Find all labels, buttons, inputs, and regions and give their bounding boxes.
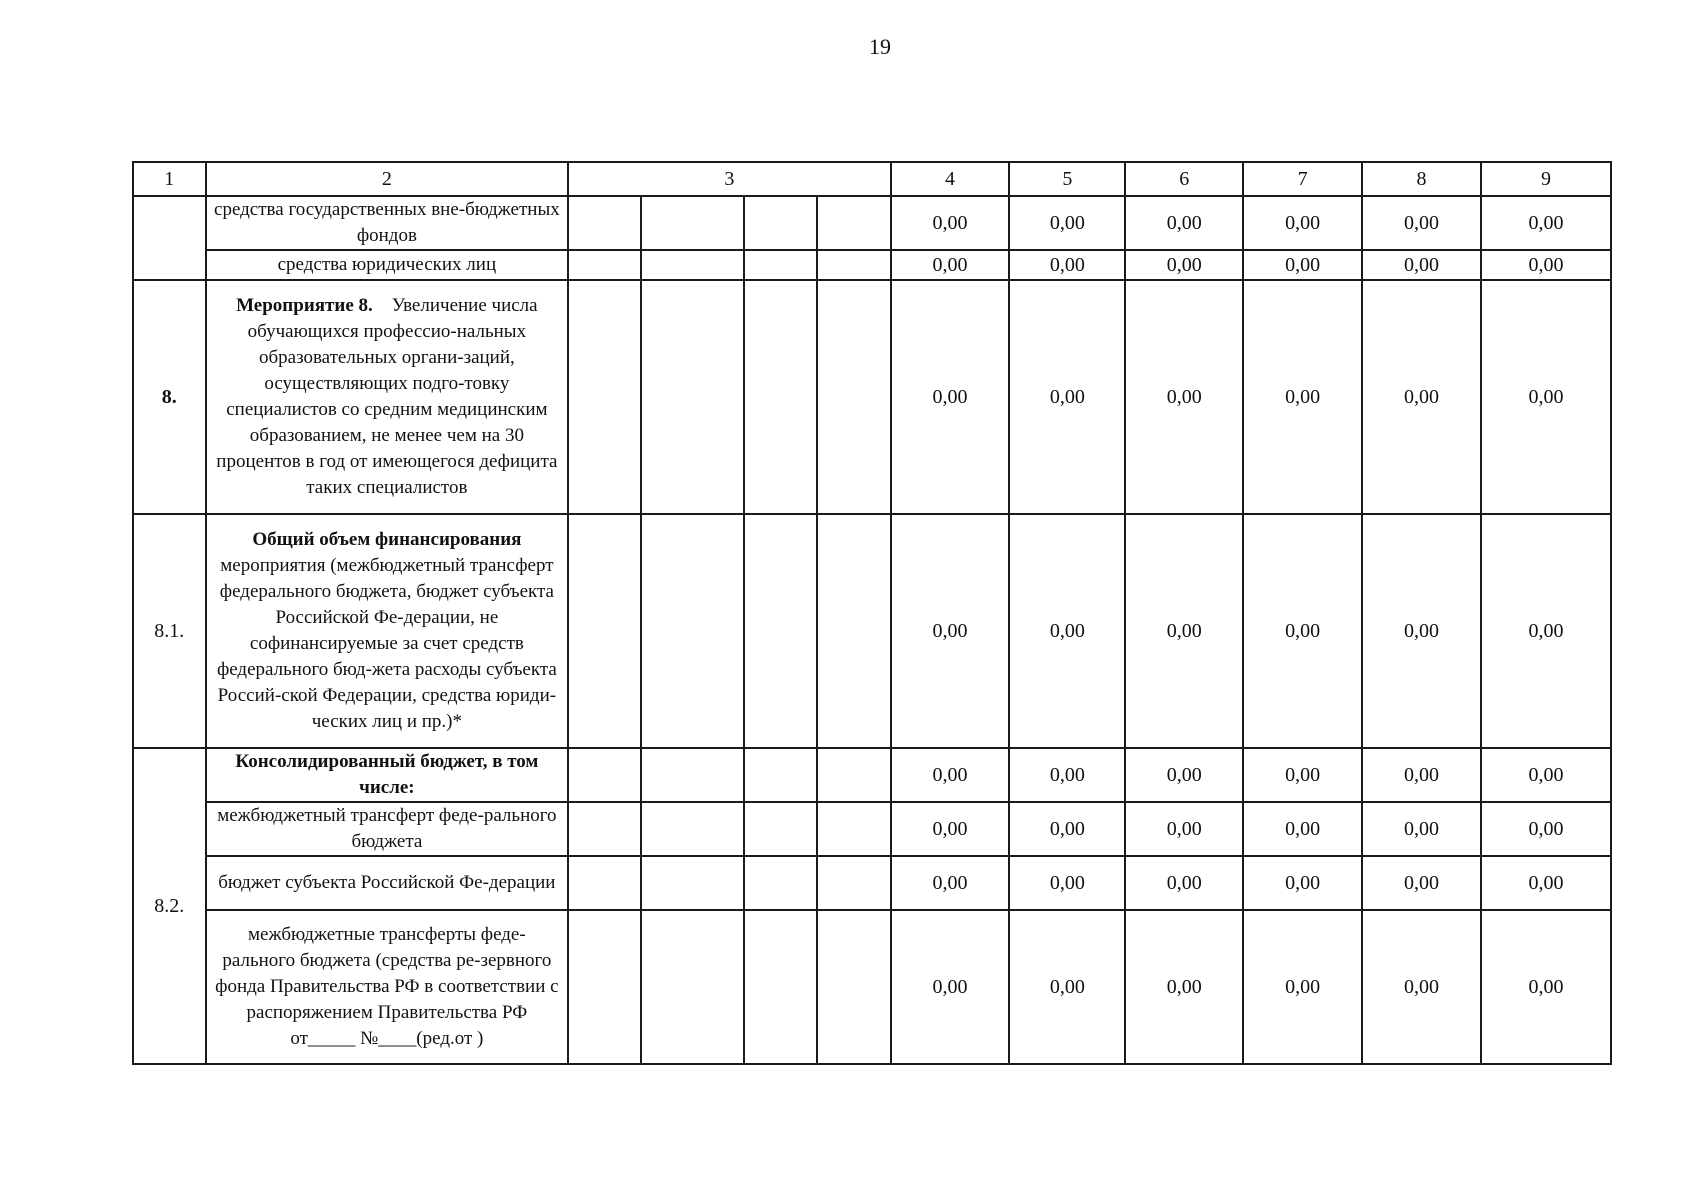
header-cell: 7 [1243, 162, 1362, 196]
page-number: 19 [869, 34, 891, 59]
value-cell: 0,00 [1481, 802, 1611, 856]
empty-cell [568, 802, 641, 856]
header-cell: 1 [133, 162, 206, 196]
value-cell: 0,00 [1481, 250, 1611, 280]
value-cell: 0,00 [1125, 280, 1243, 514]
description-cell: средства государственных вне-бюджетных фондов [206, 196, 569, 250]
empty-cell [568, 250, 641, 280]
value-cell: 0,00 [1362, 748, 1481, 802]
description-cell: межбюджетные трансферты феде-рального бюджета (средства ре-зервного фонда Правительства РФ в соответствии с распоряжением Правительства РФ от_____ №____(ред.от ) [206, 910, 569, 1064]
value-cell: 0,00 [1362, 514, 1481, 748]
empty-cell [568, 280, 641, 514]
table-row [133, 748, 1611, 802]
value-cell: 0,00 [1243, 514, 1362, 748]
value-cell: 0,00 [1481, 280, 1611, 514]
value-cell: 0,00 [891, 802, 1010, 856]
empty-cell [568, 910, 641, 1064]
description-cell: Общий объем финансирования мероприятия (межбюджетный трансферт федерального бюджета, бюджет субъекта Российской Фе-дерации, не софинансируемые за счет средств федерального бюд-жета расходы субъекта Россий-ской Федерации, средства юриди-ческих лиц и пр.)* [206, 514, 569, 748]
value-cell: 0,00 [1481, 748, 1611, 802]
value-cell: 0,00 [1009, 802, 1125, 856]
value-cell: 0,00 [1125, 856, 1243, 910]
empty-cell [641, 250, 744, 280]
empty-cell [817, 910, 891, 1064]
value-cell: 0,00 [1125, 514, 1243, 748]
empty-cell [744, 856, 818, 910]
header-cell: 3 [568, 162, 890, 196]
budget-table [132, 161, 1612, 1065]
header-cell: 9 [1481, 162, 1611, 196]
empty-cell [568, 196, 641, 250]
value-cell: 0,00 [1009, 514, 1125, 748]
empty-cell [817, 196, 891, 250]
header-cell: 2 [206, 162, 569, 196]
empty-cell [641, 514, 744, 748]
value-cell: 0,00 [1243, 910, 1362, 1064]
header-cell: 8 [1362, 162, 1481, 196]
value-cell: 0,00 [1009, 196, 1125, 250]
table-row [133, 280, 1611, 514]
table-row [133, 514, 1611, 748]
empty-cell [568, 856, 641, 910]
empty-cell [744, 748, 818, 802]
value-cell: 0,00 [1009, 250, 1125, 280]
value-cell: 0,00 [1125, 748, 1243, 802]
header-row [133, 162, 1611, 196]
row-number-cell: 8. [133, 280, 206, 514]
empty-cell [817, 802, 891, 856]
row-number-cell [133, 196, 206, 280]
value-cell: 0,00 [891, 748, 1010, 802]
value-cell: 0,00 [1481, 514, 1611, 748]
empty-cell [817, 514, 891, 748]
empty-cell [641, 802, 744, 856]
empty-cell [641, 910, 744, 1064]
value-cell: 0,00 [1009, 280, 1125, 514]
empty-cell [817, 250, 891, 280]
value-cell: 0,00 [1362, 196, 1481, 250]
value-cell: 0,00 [1243, 250, 1362, 280]
value-cell: 0,00 [1009, 910, 1125, 1064]
row-number-cell: 8.2. [133, 748, 206, 1064]
value-cell: 0,00 [1125, 196, 1243, 250]
description-cell: бюджет субъекта Российской Фе-дерации [206, 856, 569, 910]
empty-cell [744, 910, 818, 1064]
value-cell: 0,00 [1243, 856, 1362, 910]
empty-cell [744, 514, 818, 748]
value-cell: 0,00 [1481, 856, 1611, 910]
empty-cell [568, 514, 641, 748]
value-cell: 0,00 [1125, 802, 1243, 856]
table-row [133, 196, 1611, 250]
table-row [133, 802, 1611, 856]
value-cell: 0,00 [1125, 910, 1243, 1064]
value-cell: 0,00 [1362, 910, 1481, 1064]
empty-cell [641, 856, 744, 910]
value-cell: 0,00 [1362, 280, 1481, 514]
value-cell: 0,00 [891, 196, 1010, 250]
value-cell: 0,00 [1481, 910, 1611, 1064]
value-cell: 0,00 [1009, 856, 1125, 910]
header-cell: 6 [1125, 162, 1243, 196]
empty-cell [817, 748, 891, 802]
table-row [133, 250, 1611, 280]
value-cell: 0,00 [1243, 802, 1362, 856]
table-row [133, 910, 1611, 1064]
empty-cell [568, 748, 641, 802]
row-number-cell: 8.1. [133, 514, 206, 748]
empty-cell [744, 802, 818, 856]
empty-cell [641, 196, 744, 250]
value-cell: 0,00 [1243, 196, 1362, 250]
value-cell: 0,00 [1243, 280, 1362, 514]
description-cell: Консолидированный бюджет, в том числе: [206, 748, 569, 802]
value-cell: 0,00 [891, 514, 1010, 748]
empty-cell [641, 748, 744, 802]
empty-cell [641, 280, 744, 514]
value-cell: 0,00 [1481, 196, 1611, 250]
value-cell: 0,00 [1362, 856, 1481, 910]
value-cell: 0,00 [1362, 802, 1481, 856]
table-row [133, 856, 1611, 910]
description-cell: средства юридических лиц [206, 250, 569, 280]
empty-cell [744, 280, 818, 514]
empty-cell [817, 280, 891, 514]
empty-cell [744, 250, 818, 280]
empty-cell [744, 196, 818, 250]
value-cell: 0,00 [891, 856, 1010, 910]
value-cell: 0,00 [1125, 250, 1243, 280]
header-cell: 5 [1009, 162, 1125, 196]
value-cell: 0,00 [891, 250, 1010, 280]
value-cell: 0,00 [1009, 748, 1125, 802]
value-cell: 0,00 [891, 280, 1010, 514]
value-cell: 0,00 [891, 910, 1010, 1064]
value-cell: 0,00 [1362, 250, 1481, 280]
description-cell: Мероприятие 8. Увеличение числа обучающихся профессио-нальных образовательных органи-заций, осуществляющих подго-товку специалистов со средним медицинским образованием, не менее чем на 30 процентов в год от имеющегося дефицита таких специалистов [206, 280, 569, 514]
description-cell: межбюджетный трансферт феде-рального бюджета [206, 802, 569, 856]
empty-cell [817, 856, 891, 910]
value-cell: 0,00 [1243, 748, 1362, 802]
header-cell: 4 [891, 162, 1010, 196]
